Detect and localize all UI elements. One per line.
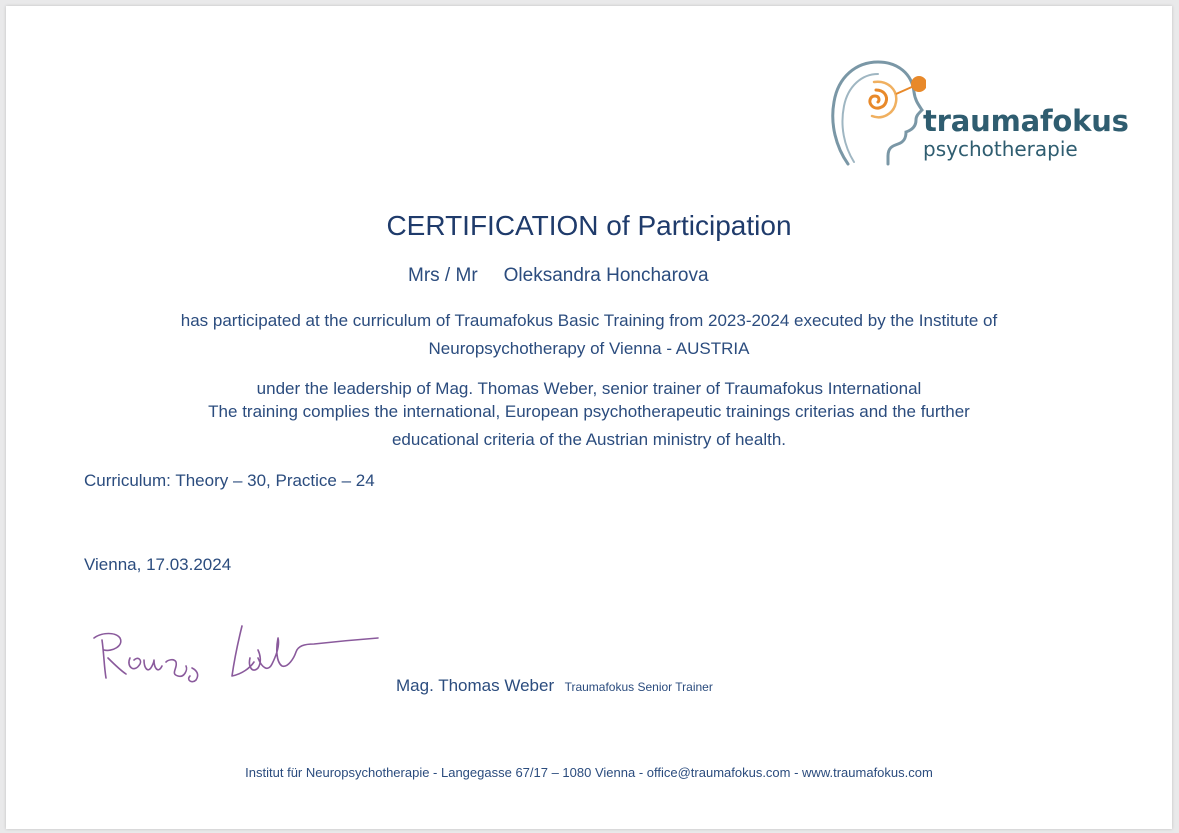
curriculum-hours: Curriculum: Theory – 30, Practice – 24 (84, 471, 375, 490)
salutation: Mrs / Mr (408, 265, 478, 286)
footer-contact: Institut für Neuropsychotherapie - Langegasse 67/17 – 1080 Vienna - office@traumafokus.com - www.traumafokus.com (245, 765, 933, 780)
participant-name: Oleksandra Honcharova (503, 265, 709, 286)
certificate-title: CERTIFICATION of Participation (386, 210, 792, 241)
participant-line (408, 265, 709, 287)
signer-name: Mag. Thomas Weber (396, 676, 555, 695)
signer-role: Traumafokus Senior Trainer (564, 680, 713, 694)
handwritten-signature (82, 618, 382, 688)
certificate-page (6, 6, 1172, 829)
compliance-line-1: The training complies the international, European psychotherapeutic trainings criterias and the further (208, 402, 970, 421)
place-and-date: Vienna, 17.03.2024 (84, 555, 232, 574)
leadership-line: under the leadership of Mag. Thomas Weber, senior trainer of Traumafokus International (256, 379, 922, 398)
logo-subtitle-text: psychotherapie (923, 137, 1078, 161)
signer-block (396, 676, 713, 696)
participation-line-2: Neuropsychotherapy of Vienna - AUSTRIA (428, 339, 750, 358)
compliance-line-2: educational criteria of the Austrian ministry of health. (391, 430, 787, 449)
head-spiral-icon (826, 52, 926, 172)
traumafokus-logo (826, 52, 1156, 172)
logo-brand-text: traumafokus (923, 104, 1129, 138)
participation-line-1: has participated at the curriculum of Traumafokus Basic Training from 2023-2024 executed by the Institute of (180, 311, 998, 330)
